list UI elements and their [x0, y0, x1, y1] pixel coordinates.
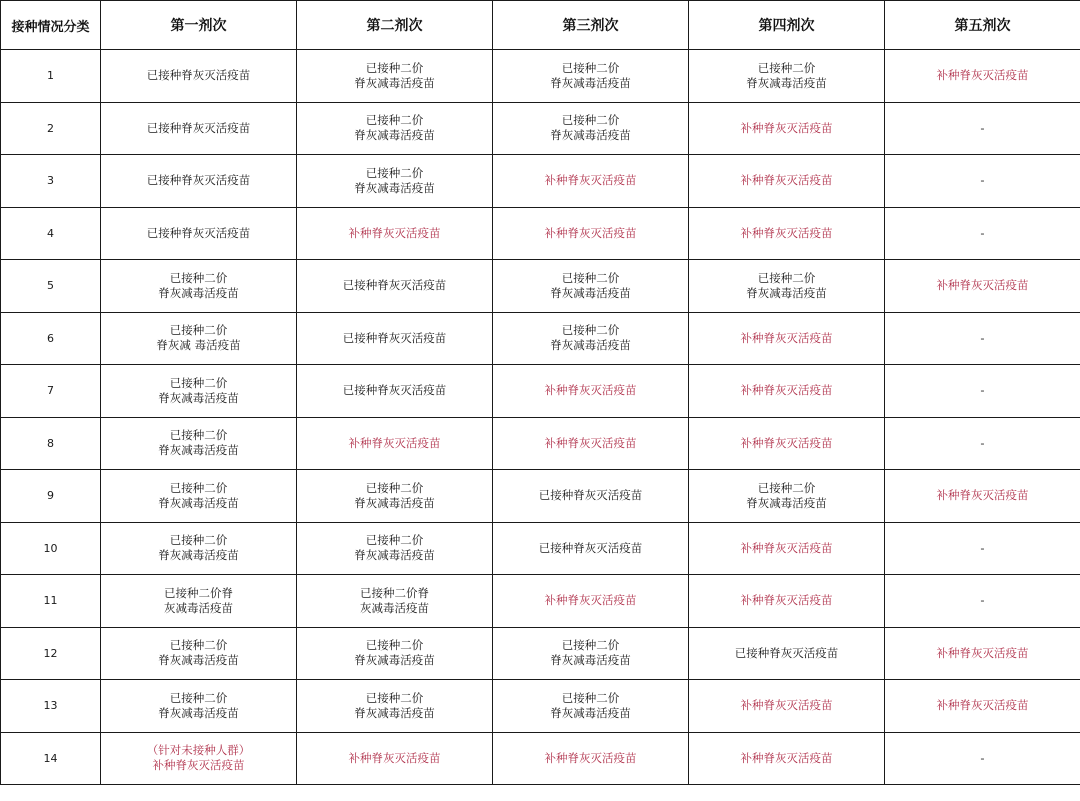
row-category-number: 10 [1, 522, 101, 575]
row-category-number: 1 [1, 50, 101, 103]
dose-5-cell [885, 575, 1080, 628]
dose-2-cell [297, 522, 493, 575]
vaccine-text: 脊灰减毒活疫苗 [354, 653, 435, 668]
dose-5-cell [885, 155, 1080, 208]
vaccine-text: 补种脊灰灭活疫苗 [936, 645, 1029, 660]
dose-3-cell [493, 680, 689, 733]
dose-1-cell [101, 260, 297, 313]
vaccine-text: 已接种脊灰灭活疫苗 [342, 330, 447, 345]
vaccine-text: 补种脊灰灭活疫苗 [740, 330, 833, 345]
row-category-number: 14 [1, 732, 101, 785]
vaccine-text: 已接种二价 [561, 323, 620, 338]
dose-2-cell [297, 102, 493, 155]
dose-2-cell [297, 680, 493, 733]
table-row [1, 365, 1080, 418]
vaccine-text: 已接种二价 [365, 480, 424, 495]
dose-2-cell [297, 627, 493, 680]
dose-3-cell [493, 260, 689, 313]
header-dose-5: 第五剂次 [885, 1, 1080, 50]
dose-4-cell [689, 417, 885, 470]
dose-2-cell [297, 470, 493, 523]
dose-3-cell [493, 50, 689, 103]
vaccine-text: 脊灰减毒活疫苗 [746, 285, 827, 300]
table-row [1, 575, 1080, 628]
row-category-number: 12 [1, 627, 101, 680]
dose-3-cell [493, 417, 689, 470]
dose-5-cell [885, 627, 1080, 680]
dose-2-cell [297, 365, 493, 418]
dose-3-cell [493, 522, 689, 575]
vaccine-text: 脊灰减毒活疫苗 [158, 548, 239, 563]
dose-5-cell [885, 102, 1080, 155]
vaccine-text: 已接种二价 [561, 60, 620, 75]
vaccine-text: 脊灰减 毒活疫苗 [156, 338, 241, 353]
dose-4-cell [689, 575, 885, 628]
vaccine-text: 补种脊灰灭活疫苗 [544, 593, 637, 608]
dose-4-cell [689, 50, 885, 103]
dose-5-cell [885, 732, 1080, 785]
vaccine-text: 补种脊灰灭活疫苗 [544, 225, 637, 240]
not-applicable-dash: - [980, 120, 985, 135]
not-applicable-dash: - [980, 435, 985, 450]
vaccine-text: 已接种脊灰灭活疫苗 [734, 645, 839, 660]
vaccine-text: 已接种二价 [365, 165, 424, 180]
header-category: 接种情况分类 [1, 1, 101, 50]
vaccine-text: 灰减毒活疫苗 [360, 600, 429, 615]
vaccine-text: 脊灰减毒活疫苗 [550, 75, 631, 90]
vaccine-text: 补种脊灰灭活疫苗 [152, 758, 245, 773]
vaccine-text: 已接种二价 [169, 270, 228, 285]
vaccine-text: 补种脊灰灭活疫苗 [544, 383, 637, 398]
table-row [1, 522, 1080, 575]
vaccine-text: 脊灰减毒活疫苗 [354, 495, 435, 510]
vaccine-text: 已接种二价 [561, 113, 620, 128]
dose-5-cell [885, 417, 1080, 470]
dose-2-cell [297, 312, 493, 365]
vaccine-text: 脊灰减毒活疫苗 [354, 75, 435, 90]
vaccine-text: 脊灰减毒活疫苗 [550, 285, 631, 300]
dose-4-cell [689, 312, 885, 365]
vaccine-text: 脊灰减毒活疫苗 [354, 705, 435, 720]
dose-5-cell [885, 207, 1080, 260]
dose-5-cell [885, 365, 1080, 418]
dose-4-cell [689, 155, 885, 208]
vaccine-text: 已接种二价 [561, 638, 620, 653]
dose-4-cell [689, 102, 885, 155]
bottom-margin [0, 786, 1080, 801]
dose-1-cell [101, 417, 297, 470]
row-category-number: 3 [1, 155, 101, 208]
dose-3-cell [493, 627, 689, 680]
dose-4-cell [689, 260, 885, 313]
dose-2-cell [297, 50, 493, 103]
vaccine-text: 已接种二价 [169, 375, 228, 390]
vaccine-text: 脊灰减毒活疫苗 [550, 338, 631, 353]
dose-1-cell [101, 207, 297, 260]
row-category-number: 11 [1, 575, 101, 628]
vaccine-text: 脊灰减毒活疫苗 [550, 653, 631, 668]
dose-1-cell [101, 680, 297, 733]
vaccine-text: 补种脊灰灭活疫苗 [740, 225, 833, 240]
row-category-number: 5 [1, 260, 101, 313]
dose-3-cell [493, 470, 689, 523]
row-category-number: 2 [1, 102, 101, 155]
vaccine-text: 脊灰减毒活疫苗 [354, 128, 435, 143]
dose-5-cell [885, 50, 1080, 103]
dose-4-cell [689, 680, 885, 733]
vaccine-text: 脊灰减毒活疫苗 [550, 705, 631, 720]
vaccine-text: 已接种二价 [365, 60, 424, 75]
vaccine-text: 补种脊灰灭活疫苗 [740, 435, 833, 450]
table-row [1, 260, 1080, 313]
dose-3-cell [493, 207, 689, 260]
table-row [1, 50, 1080, 103]
vaccine-text: 已接种二价 [757, 60, 816, 75]
row-category-number: 8 [1, 417, 101, 470]
dose-5-cell [885, 680, 1080, 733]
vaccine-text: 脊灰减毒活疫苗 [746, 75, 827, 90]
vaccine-text: （针对未接种人群） [146, 743, 251, 758]
table-row [1, 102, 1080, 155]
header-dose-3: 第三剂次 [493, 1, 689, 50]
vaccine-text: 补种脊灰灭活疫苗 [740, 120, 833, 135]
dose-3-cell [493, 155, 689, 208]
vaccine-text: 补种脊灰灭活疫苗 [936, 488, 1029, 503]
vaccine-text: 灰减毒活疫苗 [164, 600, 233, 615]
vaccine-text: 已接种脊灰灭活疫苗 [146, 225, 251, 240]
vaccine-text: 已接种脊灰灭活疫苗 [342, 383, 447, 398]
table-row [1, 680, 1080, 733]
vaccine-text: 已接种二价 [169, 480, 228, 495]
dose-5-cell [885, 470, 1080, 523]
vaccine-text: 补种脊灰灭活疫苗 [544, 435, 637, 450]
vaccine-text: 补种脊灰灭活疫苗 [740, 540, 833, 555]
dose-4-cell [689, 365, 885, 418]
dose-2-cell [297, 155, 493, 208]
dose-2-cell [297, 575, 493, 628]
dose-2-cell [297, 417, 493, 470]
vaccine-text: 脊灰减毒活疫苗 [746, 495, 827, 510]
dose-2-cell [297, 207, 493, 260]
vaccine-text: 已接种脊灰灭活疫苗 [146, 120, 251, 135]
header-dose-2: 第二剂次 [297, 1, 493, 50]
dose-3-cell [493, 102, 689, 155]
vaccine-text: 已接种脊灰灭活疫苗 [538, 540, 643, 555]
dose-4-cell [689, 522, 885, 575]
table-row [1, 732, 1080, 785]
vaccine-text: 补种脊灰灭活疫苗 [740, 383, 833, 398]
row-category-number: 9 [1, 470, 101, 523]
not-applicable-dash: - [980, 173, 985, 188]
dose-3-cell [493, 312, 689, 365]
dose-3-cell [493, 365, 689, 418]
dose-4-cell [689, 207, 885, 260]
vaccine-text: 已接种二价 [169, 428, 228, 443]
dose-1-cell [101, 627, 297, 680]
dose-2-cell [297, 260, 493, 313]
vaccine-text: 已接种二价脊 [164, 585, 233, 600]
vaccine-text: 补种脊灰灭活疫苗 [936, 698, 1029, 713]
vaccine-text: 脊灰减毒活疫苗 [354, 548, 435, 563]
vaccine-text: 已接种二价 [365, 638, 424, 653]
dose-1-cell [101, 365, 297, 418]
vaccine-text: 已接种二价 [169, 690, 228, 705]
vaccine-text: 脊灰减毒活疫苗 [158, 705, 239, 720]
vaccine-text: 脊灰减毒活疫苗 [158, 285, 239, 300]
vaccine-text: 已接种二价 [365, 690, 424, 705]
vaccine-text: 补种脊灰灭活疫苗 [740, 173, 833, 188]
vaccine-text: 脊灰减毒活疫苗 [158, 653, 239, 668]
vaccine-text: 已接种二价 [169, 638, 228, 653]
header-dose-4: 第四剂次 [689, 1, 885, 50]
table-row [1, 627, 1080, 680]
dose-5-cell [885, 260, 1080, 313]
row-category-number: 13 [1, 680, 101, 733]
table-row [1, 312, 1080, 365]
vaccine-text: 已接种脊灰灭活疫苗 [146, 68, 251, 83]
vaccine-text: 补种脊灰灭活疫苗 [936, 278, 1029, 293]
vaccine-text: 已接种二价 [561, 690, 620, 705]
vaccine-text: 已接种脊灰灭活疫苗 [342, 278, 447, 293]
vaccine-text: 脊灰减毒活疫苗 [158, 390, 239, 405]
row-category-number: 4 [1, 207, 101, 260]
vaccine-text: 补种脊灰灭活疫苗 [348, 750, 441, 765]
not-applicable-dash: - [980, 540, 985, 555]
dose-5-cell [885, 312, 1080, 365]
not-applicable-dash: - [980, 593, 985, 608]
vaccine-text: 已接种二价 [757, 480, 816, 495]
vaccine-text: 已接种二价 [757, 270, 816, 285]
dose-1-cell [101, 102, 297, 155]
dose-4-cell [689, 470, 885, 523]
vaccine-text: 已接种二价 [365, 533, 424, 548]
table-body [1, 50, 1080, 785]
row-category-number: 6 [1, 312, 101, 365]
dose-1-cell [101, 155, 297, 208]
vaccine-text: 已接种二价脊 [360, 585, 429, 600]
dose-1-cell [101, 312, 297, 365]
dose-1-cell [101, 522, 297, 575]
vaccine-text: 补种脊灰灭活疫苗 [544, 750, 637, 765]
vaccine-text: 脊灰减毒活疫苗 [550, 128, 631, 143]
dose-1-cell [101, 575, 297, 628]
header-dose-1: 第一剂次 [101, 1, 297, 50]
vaccine-text: 已接种二价 [561, 270, 620, 285]
vaccine-text: 已接种脊灰灭活疫苗 [538, 488, 643, 503]
vaccine-text: 补种脊灰灭活疫苗 [936, 68, 1029, 83]
table-header-row [1, 1, 1080, 50]
dose-1-cell [101, 470, 297, 523]
vaccine-text: 补种脊灰灭活疫苗 [740, 698, 833, 713]
not-applicable-dash: - [980, 330, 985, 345]
dose-4-cell [689, 732, 885, 785]
not-applicable-dash: - [980, 383, 985, 398]
vaccine-text: 脊灰减毒活疫苗 [158, 443, 239, 458]
vaccine-text: 补种脊灰灭活疫苗 [348, 225, 441, 240]
vaccine-text: 已接种脊灰灭活疫苗 [146, 173, 251, 188]
table-row [1, 417, 1080, 470]
vaccine-text: 脊灰减毒活疫苗 [354, 180, 435, 195]
table-row [1, 207, 1080, 260]
vaccine-text: 补种脊灰灭活疫苗 [740, 593, 833, 608]
dose-1-cell [101, 50, 297, 103]
dose-2-cell [297, 732, 493, 785]
dose-3-cell [493, 575, 689, 628]
vaccine-text: 已接种二价 [169, 323, 228, 338]
dose-5-cell [885, 522, 1080, 575]
vaccine-text: 脊灰减毒活疫苗 [158, 495, 239, 510]
not-applicable-dash: - [980, 750, 985, 765]
not-applicable-dash: - [980, 225, 985, 240]
table-row [1, 470, 1080, 523]
vaccine-text: 补种脊灰灭活疫苗 [348, 435, 441, 450]
dose-4-cell [689, 627, 885, 680]
vaccine-text: 已接种二价 [169, 533, 228, 548]
row-category-number: 7 [1, 365, 101, 418]
vaccine-text: 补种脊灰灭活疫苗 [544, 173, 637, 188]
table-row [1, 155, 1080, 208]
vaccine-text: 已接种二价 [365, 113, 424, 128]
dose-3-cell [493, 732, 689, 785]
dose-1-cell [101, 732, 297, 785]
vaccine-text: 补种脊灰灭活疫苗 [740, 750, 833, 765]
